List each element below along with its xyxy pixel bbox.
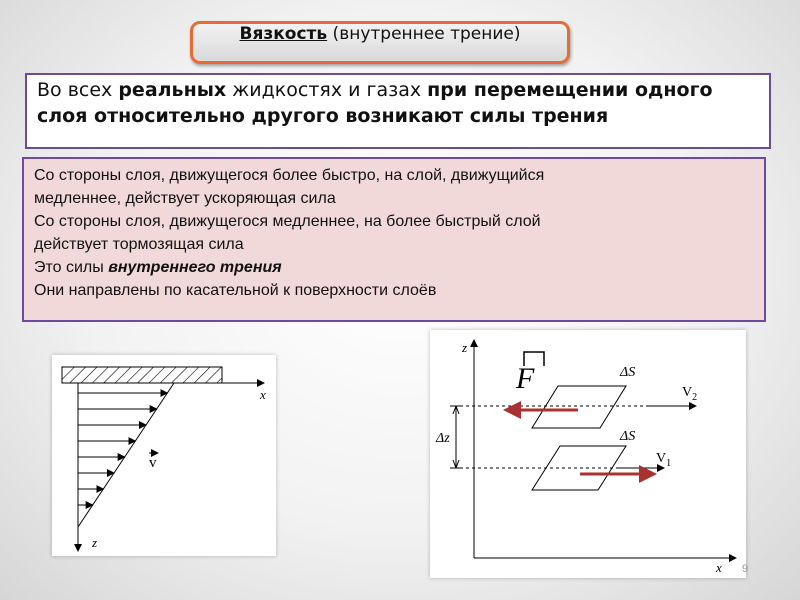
details-box bbox=[22, 157, 766, 322]
z-axis-label: z bbox=[92, 535, 98, 550]
intro-part-1: Во всех bbox=[37, 79, 119, 101]
upper-layer-area bbox=[532, 386, 626, 428]
slide-title bbox=[190, 21, 570, 64]
velocity-label: v bbox=[149, 455, 157, 471]
lower-area-label: ΔS bbox=[620, 429, 636, 444]
x-axis-label: x bbox=[260, 387, 266, 402]
v1-letter: V bbox=[656, 451, 667, 466]
v2-subscript: 2 bbox=[692, 392, 698, 403]
v1-label bbox=[656, 451, 671, 469]
detail-line-6: Они направлены по касательной к поверхности слоёв bbox=[34, 282, 437, 299]
intro-bold-2: при перемещении одного слоя относительно другого возникают силы трения bbox=[37, 79, 713, 127]
v2-label bbox=[682, 385, 697, 403]
velocity-arrows bbox=[78, 393, 167, 505]
x-axis-label: x bbox=[716, 560, 722, 575]
title-main-word: Вязкость bbox=[239, 24, 328, 44]
v1-subscript: 1 bbox=[666, 458, 672, 469]
velocity-profile-figure bbox=[52, 355, 276, 556]
dz-label: Δz bbox=[436, 431, 450, 446]
detail-line-5-prefix: Это силы bbox=[34, 259, 109, 276]
force-label: F bbox=[516, 362, 535, 395]
detail-line-5-emphasis: внутреннего трения bbox=[108, 259, 282, 276]
intro-part-2: жидкостях и газах bbox=[226, 79, 428, 101]
upper-area-label: ΔS bbox=[620, 365, 636, 380]
v2-letter: V bbox=[682, 385, 693, 400]
velocity-profile-svg bbox=[52, 355, 276, 556]
detail-line-5 bbox=[34, 256, 754, 279]
moving-plate bbox=[62, 367, 222, 383]
layers-force-svg bbox=[430, 330, 749, 578]
detail-line-1: Со стороны слоя, движущегося более быстро, на слой, движущийся bbox=[34, 167, 545, 184]
layers-force-figure bbox=[430, 330, 749, 578]
intro-text-box bbox=[25, 73, 771, 149]
title-rest: (внутреннее трение) bbox=[327, 24, 521, 44]
page-number: 9 bbox=[742, 563, 749, 575]
detail-line-3: Со стороны слоя, движущегося медленнее, на более быстрый слой bbox=[34, 213, 541, 230]
detail-line-4: действует тормозящая сила bbox=[34, 236, 244, 253]
detail-line-2: медленнее, действует ускоряющая сила bbox=[34, 190, 336, 207]
intro-bold-1: реальных bbox=[118, 79, 227, 101]
z-axis-label: z bbox=[462, 340, 468, 355]
